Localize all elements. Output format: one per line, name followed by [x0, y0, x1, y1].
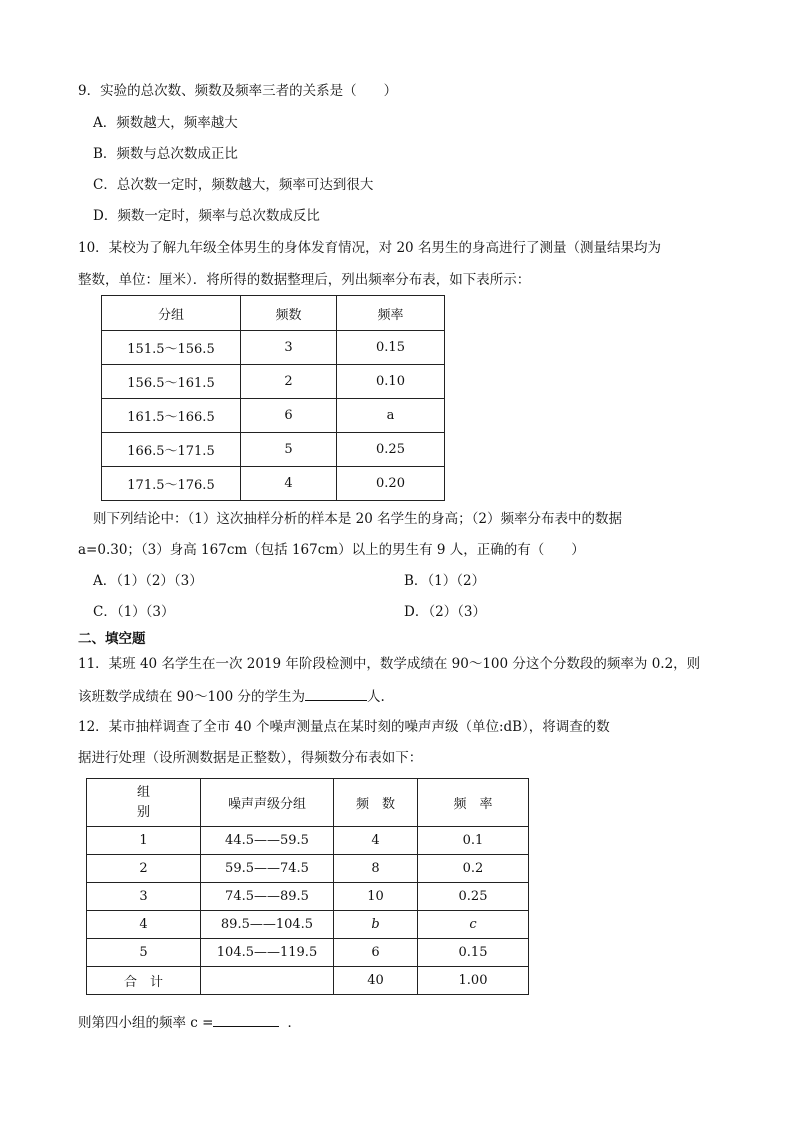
- table-cell: 151.5～156.5: [102, 331, 241, 365]
- table-row: [102, 399, 445, 433]
- table-cell: 0.15: [337, 331, 445, 365]
- table-row: [87, 855, 529, 883]
- table-cell: 5: [241, 433, 337, 467]
- answer-blank: [213, 1012, 279, 1027]
- table-row: [87, 939, 529, 967]
- table-cell: 10: [334, 883, 418, 911]
- q10-stem-line1: 10．某校为了解九年级全体男生的身体发育情况，对 20 名男生的身高进行了测量（测量结果均为: [78, 240, 661, 256]
- header-group-char: 组: [136, 784, 150, 800]
- table-header-row: [102, 296, 445, 331]
- table-header-cell: 频 率: [418, 779, 529, 827]
- q10-option-c: C．（1）（3）: [93, 604, 175, 620]
- q12-answer-text: 则第四小组的频率 c =: [78, 1015, 214, 1031]
- q10-option-a: A．（1）（2）（3）: [93, 573, 203, 589]
- table-cell: 161.5～166.5: [102, 399, 241, 433]
- q12-frequency-table: [86, 778, 529, 995]
- table-header-row: [87, 779, 529, 827]
- table-cell: 0.2: [418, 855, 529, 883]
- q11-line2-text: 该班数学成绩在 90～100 分的学生为: [78, 689, 306, 705]
- table-row: [87, 911, 529, 939]
- table-header-cell: [87, 779, 201, 827]
- q10-after-line2: a=0.30；（3）身高 167cm（包括 167cm）以上的男生有 9 人，正确的有（ ）: [78, 542, 585, 558]
- section-title: 二、填空题: [78, 631, 146, 647]
- q12-line2: 据进行处理（设所测数据是正整数），得频数分布表如下：: [78, 750, 423, 766]
- table-total-row: [87, 967, 529, 995]
- table-cell: 2: [87, 855, 201, 883]
- q9-option-b: B．频数与总次数成正比: [93, 146, 238, 162]
- table-cell: c: [418, 911, 529, 939]
- header-group-char: 别: [136, 804, 150, 820]
- table-cell: 104.5——119.5: [201, 939, 334, 967]
- q12-line1: 12．某市抽样调查了全市 40 个噪声测量点在某时刻的噪声声级（单位:dB），将调查的数: [78, 719, 610, 735]
- table-cell: 6: [241, 399, 337, 433]
- table-row: [87, 827, 529, 855]
- table-cell: 0.1: [418, 827, 529, 855]
- table-cell: 6: [334, 939, 418, 967]
- table-header-cell: 分组: [102, 296, 241, 331]
- table-cell: 171.5～176.5: [102, 467, 241, 501]
- table-cell: 44.5——59.5: [201, 827, 334, 855]
- table-cell: 4: [87, 911, 201, 939]
- table-header-cell: 频 数: [334, 779, 418, 827]
- table-cell: 2: [241, 365, 337, 399]
- q9-option-a: A．频数越大，频率越大: [93, 115, 238, 131]
- table-cell: a: [337, 399, 445, 433]
- table-row: [102, 467, 445, 501]
- table-cell: 1: [87, 827, 201, 855]
- table-cell: 0.25: [337, 433, 445, 467]
- table-cell: 4: [241, 467, 337, 501]
- table-cell: 166.5～171.5: [102, 433, 241, 467]
- table-cell: 1.00: [418, 967, 529, 995]
- table-cell: 0.10: [337, 365, 445, 399]
- table-cell: 5: [87, 939, 201, 967]
- table-row: [102, 433, 445, 467]
- answer-blank: [305, 686, 367, 701]
- table-cell: 8: [334, 855, 418, 883]
- q10-option-d: D．（2）（3）: [404, 604, 487, 620]
- table-cell: b: [334, 911, 418, 939]
- q9-option-d: D．频数一定时，频率与总次数成反比: [93, 208, 320, 224]
- table-header-cell: 噪声声级分组: [201, 779, 334, 827]
- q10-after-line1: 则下列结论中：（1）这次抽样分析的样本是 20 名学生的身高；（2）频率分布表中的数据: [93, 511, 622, 527]
- table-cell: 4: [334, 827, 418, 855]
- table-cell: 156.5～161.5: [102, 365, 241, 399]
- q12-answer-suffix: ．: [287, 1015, 301, 1031]
- table-cell: 合 计: [87, 967, 201, 995]
- q10-frequency-table: [101, 295, 445, 501]
- table-cell: 3: [87, 883, 201, 911]
- table-header-cell: 频率: [337, 296, 445, 331]
- q11-line2-suffix: 人.: [367, 689, 385, 705]
- q11-line2: [78, 686, 385, 706]
- table-row: [87, 883, 529, 911]
- table-cell: 74.5——89.5: [201, 883, 334, 911]
- q9-stem: 9．实验的总次数、频数及频率三者的关系是（ ）: [78, 83, 398, 99]
- q10-stem-line2: 整数，单位：厘米）．将所得的数据整理后，列出频率分布表，如下表所示：: [78, 272, 531, 288]
- q10-option-b: B．（1）（2）: [404, 573, 486, 589]
- table-row: [102, 365, 445, 399]
- q9-option-c: C．总次数一定时，频数越大，频率可达到很大: [93, 177, 374, 193]
- q12-answer-line: [78, 1012, 301, 1032]
- table-header-cell: 频数: [241, 296, 337, 331]
- table-cell: 40: [334, 967, 418, 995]
- table-cell: 89.5——104.5: [201, 911, 334, 939]
- table-cell: 0.20: [337, 467, 445, 501]
- q11-line1: 11．某班 40 名学生在一次 2019 年阶段检测中，数学成绩在 90～100 分这个分数段的频率为 0.2，则: [78, 656, 701, 672]
- table-cell: 0.25: [418, 883, 529, 911]
- table-cell: 0.15: [418, 939, 529, 967]
- table-cell: [201, 967, 334, 995]
- table-row: [102, 331, 445, 365]
- table-cell: 59.5——74.5: [201, 855, 334, 883]
- table-cell: 3: [241, 331, 337, 365]
